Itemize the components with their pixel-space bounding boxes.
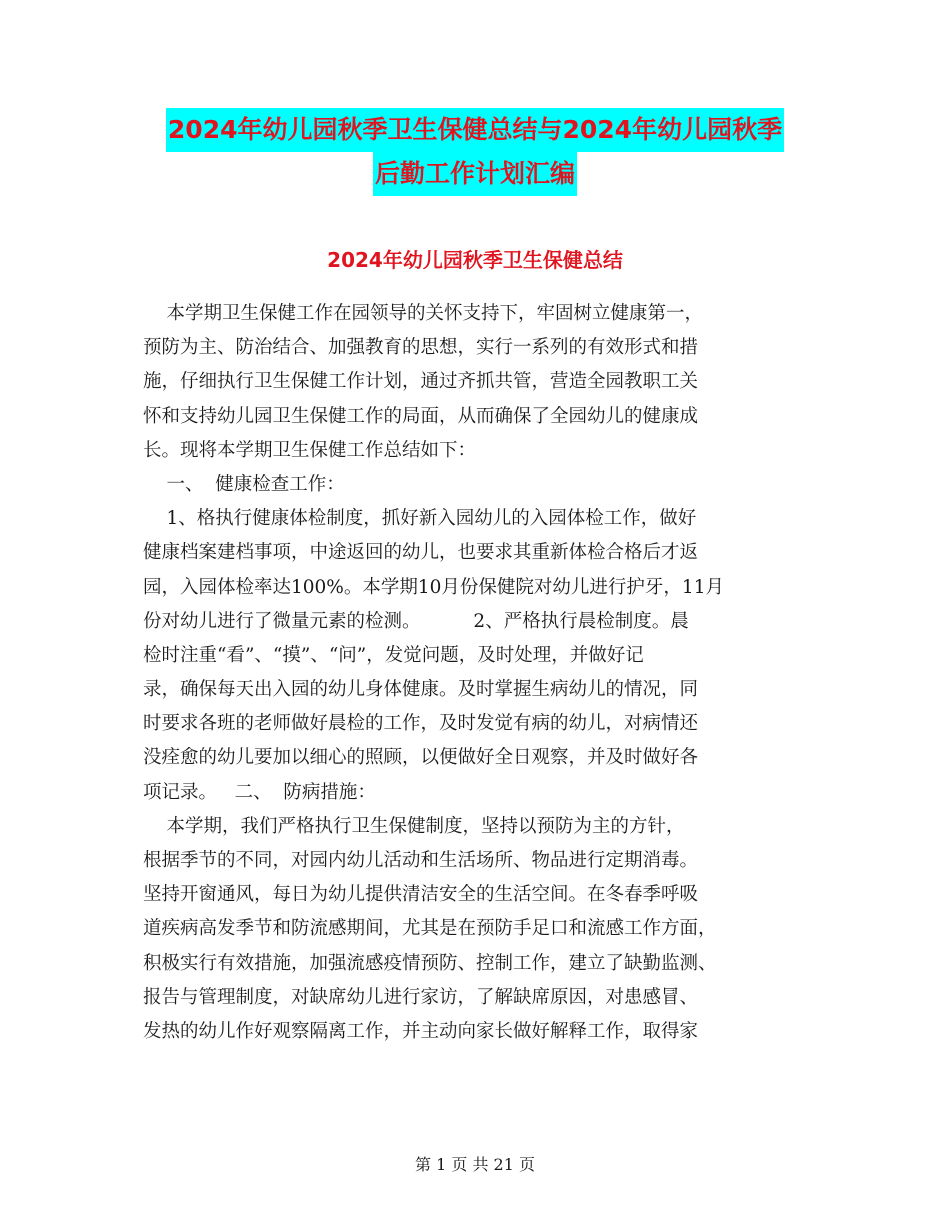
body-line: 预防为主、防治结合、加强教育的思想，实行一系列的有效形式和措 (143, 337, 699, 359)
page-number-footer: 第 1 页 共 21 页 (415, 1155, 535, 1174)
body-line: 根据季节的不同，对园内幼儿活动和生活场所、物品进行定期消毒。 (143, 850, 699, 871)
body-line: 1、格执行健康体检制度，抓好新入园幼儿的入园体检工作，做好 (143, 508, 697, 530)
body-line: 时要求各班的老师做好晨检的工作，及时发觉有病的幼儿，对病情还 (143, 713, 699, 735)
body-line: 没痊愈的幼儿要加以细心的照顾，以便做好全日观察，并及时做好各 (143, 747, 699, 769)
body-line: 本学期卫生保健工作在园领导的关怀支持下，牢固树立健康第一， (143, 303, 704, 324)
body-text (143, 297, 813, 1049)
body-line: 检时注重“看”、“摸”、“问”，发觉问题，及时处理，并做好记 (143, 644, 644, 666)
body-line: 录，确保每天出入园的幼儿身体健康。及时掌握生病幼儿的情况，同 (143, 679, 699, 701)
body-line: 健康档案建档事项，中途返回的幼儿，也要求其重新体检合格后才返 (143, 542, 699, 564)
body-line: 园，入园体检率达100%。本学期10月份保健院对幼儿进行护牙，11月 (143, 576, 724, 598)
body-line: 发热的幼儿作好观察隔离工作，并主动向家长做好解释工作，取得家 (143, 1020, 699, 1042)
title-line-1: 2024年幼儿园秋季卫生保健总结与2024年幼儿园秋季 (166, 108, 784, 152)
body-line: 一、 健康检查工作： (143, 473, 345, 495)
body-line: 道疾病高发季节和防流感期间，尤其是在预防手足口和流感工作方面， (143, 918, 717, 940)
body-line: 怀和支持幼儿园卫生保健工作的局面，从而确保了全园幼儿的健康成 (143, 405, 699, 427)
section-heading: 2024年幼儿园秋季卫生保健总结 (327, 248, 623, 272)
body-line: 项记录。 二、 防病措施： (143, 781, 376, 803)
body-line: 积极实行有效措施，加强流感疫情预防、控制工作，建立了缺勤监测、 (143, 952, 717, 974)
body-line: 本学期，我们严格执行卫生保健制度，坚持以预防为主的方针， (143, 815, 685, 837)
body-line: 份对幼儿进行了微量元素的检测。 2、严格执行晨检制度。晨 (143, 610, 689, 632)
body-line: 长。现将本学期卫生保健工作总结如下： (143, 439, 477, 461)
body-line: 施，仔细执行卫生保健工作计划，通过齐抓共管，营造全园教职工关 (143, 371, 699, 393)
body-line: 坚持开窗通风，每日为幼儿提供清洁安全的生活空间。在冬春季呼吸 (143, 884, 699, 906)
body-line: 报告与管理制度，对缺席幼儿进行家访，了解缺席原因，对患感冒、 (143, 986, 699, 1008)
title-line-2: 后勤工作计划汇编 (373, 152, 577, 196)
document-title (120, 108, 830, 196)
